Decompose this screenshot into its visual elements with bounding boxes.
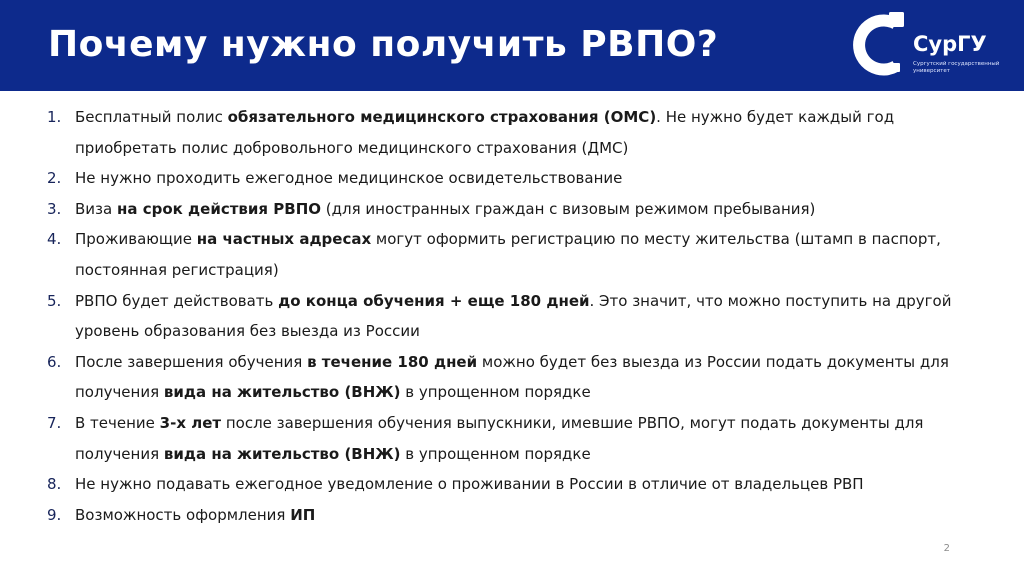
text-segment: после завершения обучения выпускники, имевшие РВПО, могут подать документы для получения xyxy=(75,413,924,463)
text-segment: Не нужно проходить ежегодное медицинское освидетельствование xyxy=(75,169,623,188)
slide-title: Почему нужно получить РВПО? xyxy=(48,24,719,65)
list-item-text xyxy=(75,163,980,194)
text-segment: в упрощенном порядке xyxy=(400,383,591,402)
list-item-text xyxy=(75,500,980,531)
list-item xyxy=(0,408,1024,469)
list-item-number: 1. xyxy=(47,108,62,126)
list-item xyxy=(0,286,1024,347)
slide-header xyxy=(0,0,1024,91)
emphasis-text: в течение 180 дней xyxy=(307,352,478,371)
list-item xyxy=(0,102,1024,163)
list-item xyxy=(0,500,1024,531)
list-item xyxy=(0,469,1024,500)
list-item-number: 7. xyxy=(47,413,62,432)
logo-name: СурГУ xyxy=(913,32,987,56)
list-item-number: 3. xyxy=(47,199,62,218)
list-item-text xyxy=(75,469,980,500)
list-item-number: 2. xyxy=(47,169,62,188)
text-segment: (для иностранных граждан с визовым режимом пребывания) xyxy=(321,199,816,218)
text-segment: Не нужно подавать ежегодное уведомление о проживании в России в отличие от владельцев РВП xyxy=(75,475,864,494)
list-item-number: 4. xyxy=(47,230,62,249)
surgu-logo-icon xyxy=(853,12,915,78)
list-item xyxy=(0,163,1024,194)
list-item-text xyxy=(75,224,980,285)
text-segment: . Это значит, что можно поступить на другой уровень образования без выезда из России xyxy=(75,291,952,341)
list-item-number: 6. xyxy=(47,352,62,371)
text-segment: РВПО будет действовать xyxy=(75,291,279,310)
list-item-number: 5. xyxy=(47,291,62,310)
list-item-text xyxy=(75,194,980,225)
emphasis-text: 3-х лет xyxy=(159,413,222,432)
list-item-text xyxy=(75,408,980,469)
emphasis-text: до конца обучения + еще 180 дней xyxy=(278,291,590,310)
text-segment: В течение xyxy=(75,413,160,432)
text-segment: . Не нужно будет каждый год приобретать полис добровольного медицинского страхования (ДМС) xyxy=(75,108,895,157)
benefits-list xyxy=(0,102,1024,530)
emphasis-text: вида на жительство (ВНЖ) xyxy=(163,383,401,402)
emphasis-text: ИП xyxy=(290,505,316,524)
text-segment: Бесплатный полис xyxy=(75,108,228,126)
text-segment: Проживающие xyxy=(75,230,197,249)
emphasis-text: обязательного медицинского страхования (ОМС) xyxy=(227,108,657,126)
text-segment: Возможность оформления xyxy=(75,505,291,524)
university-logo xyxy=(853,12,1003,80)
page-number: 2 xyxy=(943,543,950,554)
emphasis-text: на срок действия РВПО xyxy=(116,199,322,218)
list-item-number: 8. xyxy=(47,475,62,494)
list-item xyxy=(0,347,1024,408)
logo-subtitle: Сургутский государственный университет xyxy=(913,61,1000,74)
emphasis-text: на частных адресах xyxy=(196,230,372,249)
text-segment: в упрощенном порядке xyxy=(400,444,591,463)
text-segment: могут оформить регистрацию по месту жительства (штамп в паспорт, постоянная регистрация) xyxy=(75,230,941,279)
list-item-text xyxy=(75,347,980,408)
list-item xyxy=(0,194,1024,225)
list-item-text xyxy=(75,102,980,163)
list-item-number: 9. xyxy=(47,505,62,524)
text-segment: Виза xyxy=(75,199,117,218)
text-segment: можно будет без выезда из России подать документы для получения xyxy=(75,352,949,402)
list-item xyxy=(0,224,1024,285)
emphasis-text: вида на жительство (ВНЖ) xyxy=(163,444,401,463)
list-item-text xyxy=(75,286,980,347)
text-segment: После завершения обучения xyxy=(75,352,308,371)
